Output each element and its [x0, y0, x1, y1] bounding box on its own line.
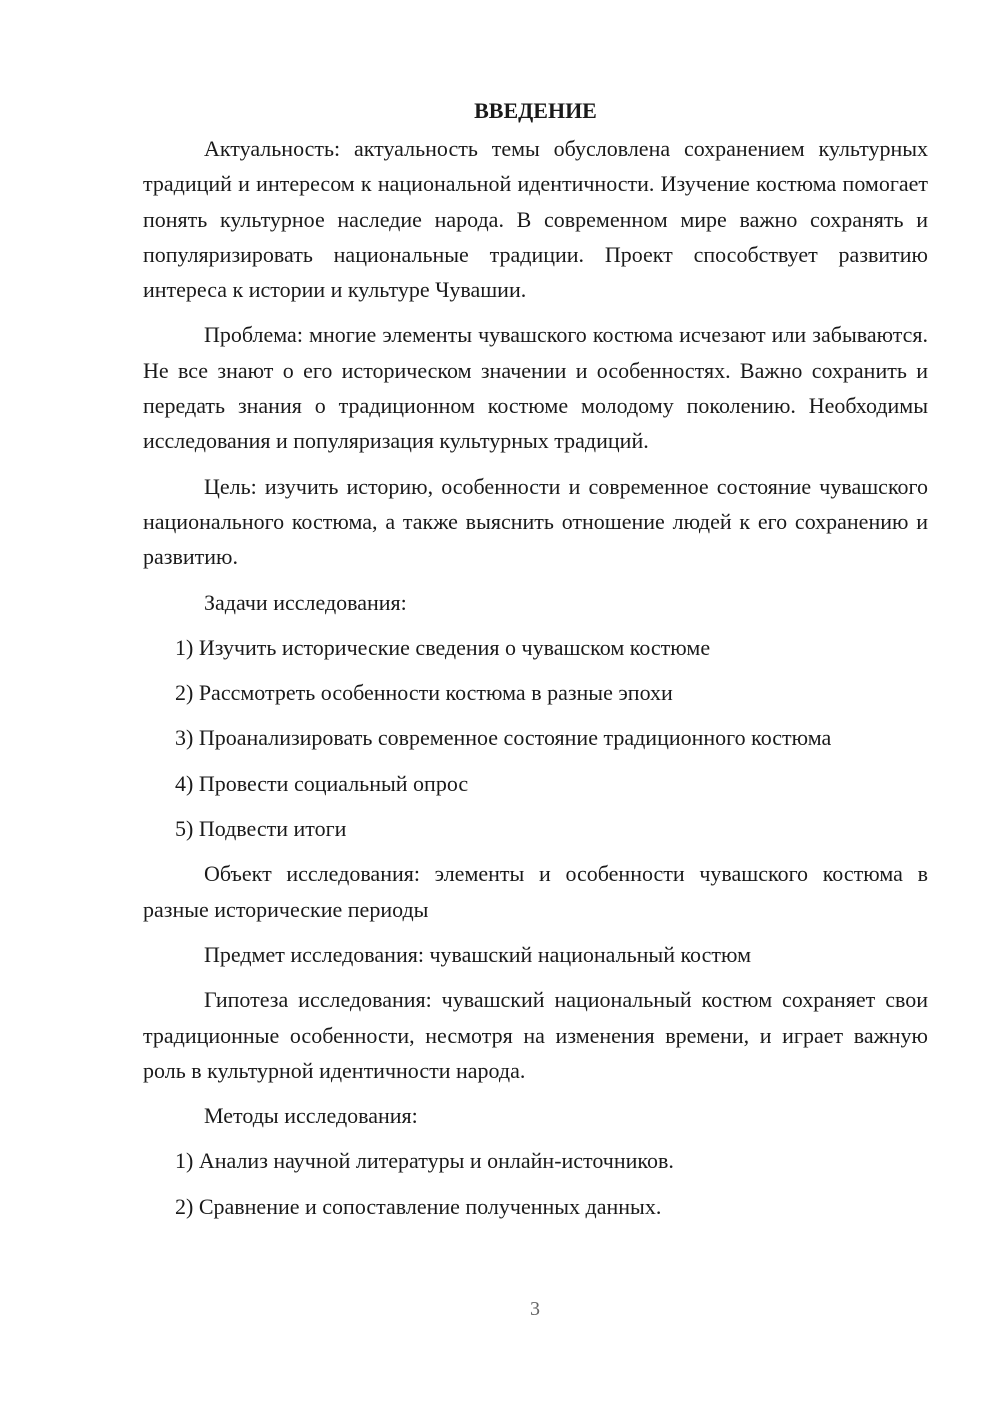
- method-item-2: 2) Сравнение и сопоставление полученных данных.: [175, 1193, 662, 1219]
- tasks-heading: Задачи исследования:: [204, 589, 407, 615]
- method-item-1: 1) Анализ научной литературы и онлайн-источников.: [175, 1148, 674, 1174]
- relevance-paragraph: Актуальность: актуальность темы обусловлена сохранением культурных традиций и интересом к национальной идентичности. Изучение костюма помогает понять культурное наследие народа. В современном мире важно сохранять и популяризировать национальные традиции. Проект способствует развитию интереса к истории и культуре Чувашии.: [143, 136, 928, 303]
- section-title: ВВЕДЕНИЕ: [474, 98, 597, 123]
- page-content: [143, 93, 928, 1234]
- goal-paragraph: Цель: изучить историю, особенности и современное состояние чувашского национального костюма, а также выяснить отношение людей к его сохранению и развитию.: [143, 473, 928, 570]
- page-number: 3: [530, 1298, 540, 1320]
- task-item-3: 3) Проанализировать современное состояние традиционного костюма: [175, 725, 832, 751]
- methods-heading: Методы исследования:: [204, 1103, 418, 1129]
- task-item-2: 2) Рассмотреть особенности костюма в разные эпохи: [175, 680, 673, 706]
- task-item-5: 5) Подвести итоги: [175, 816, 347, 842]
- task-item-1: 1) Изучить исторические сведения о чувашском костюме: [175, 634, 711, 660]
- problem-paragraph: Проблема: многие элементы чувашского костюма исчезают или забываются. Не все знают о его историческом значении и особенностях. Важно сохранить и передать знания о традиционном костюме молодому поколению. Необходимы исследования и популяризация культурных традиций.: [143, 322, 928, 454]
- hypothesis-paragraph: Гипотеза исследования: чувашский национальный костюм сохраняет свои традиционные особенности, несмотря на изменения времени, и играет важную роль в культурной идентичности народа.: [143, 987, 928, 1083]
- subject-paragraph: Предмет исследования: чувашский национальный костюм: [204, 941, 752, 967]
- object-paragraph: Объект исследования: элементы и особенности чувашского костюма в разные исторические периоды: [143, 861, 928, 922]
- task-item-4: 4) Провести социальный опрос: [175, 770, 469, 796]
